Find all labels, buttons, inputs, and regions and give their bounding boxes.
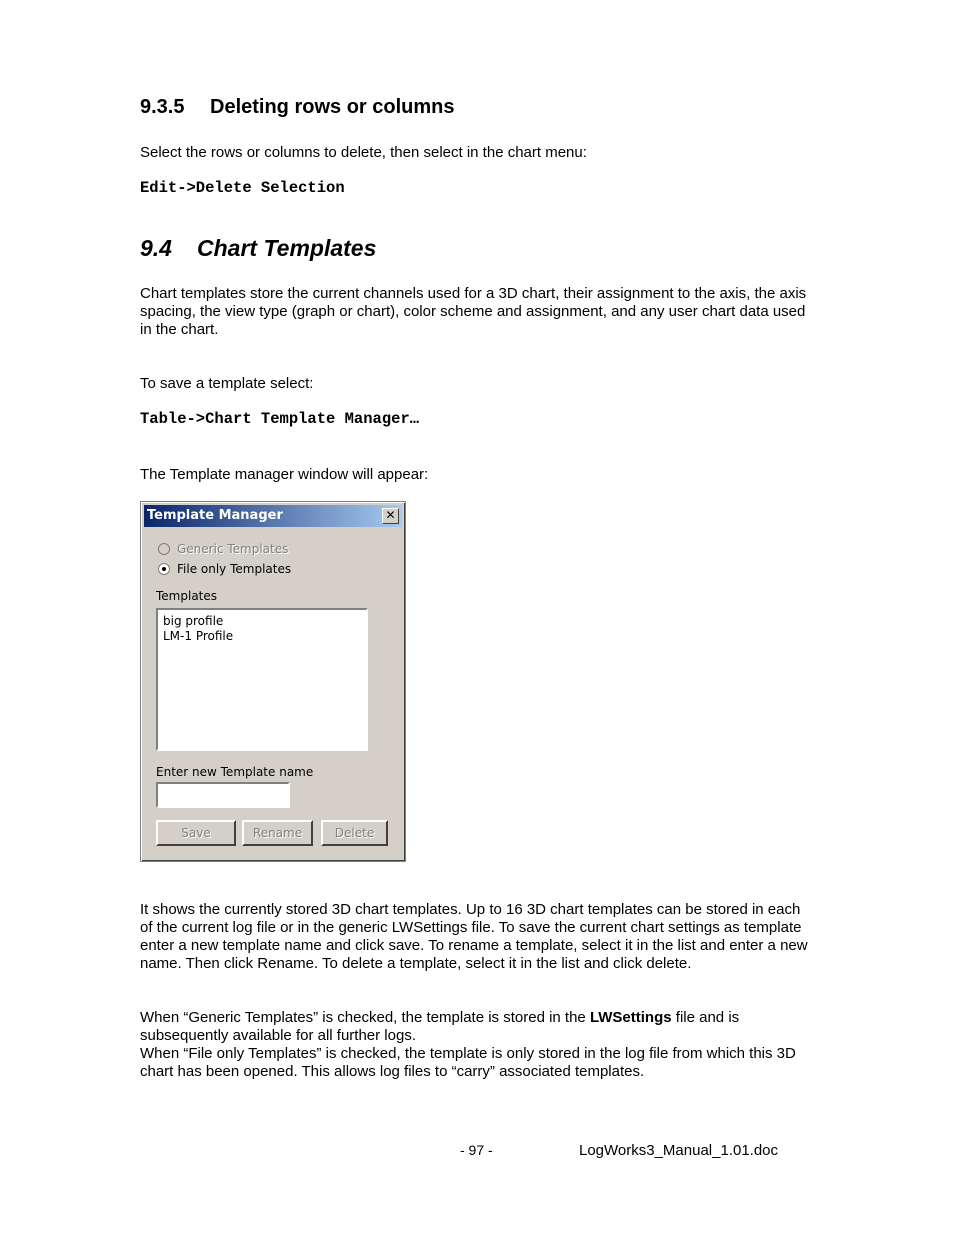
section-number: 9.4	[140, 235, 172, 261]
paragraph-generic-templates	[140, 1009, 812, 1045]
radio-file-only-label: File only Templates	[177, 562, 292, 576]
dialog-titlebar	[144, 505, 402, 527]
radio-file-only-templates[interactable]	[158, 563, 170, 575]
new-name-label: Enter new Template name	[156, 765, 314, 779]
generic-text-start: When “Generic Templates” is checked, the template is stored in the	[140, 1009, 590, 1026]
dialog-title: Template Manager	[147, 508, 283, 523]
section-title: Chart Templates	[197, 235, 377, 261]
page-number: - 97 -	[460, 1142, 493, 1158]
paragraph-chart-templates: Chart templates store the current channels used for a 3D chart, their assignment to the axis, the axis spacing, the view type (graph or chart), color scheme and assignment, and any user chart data used in the chart.	[140, 285, 807, 338]
section-title: Deleting rows or columns	[210, 96, 455, 118]
paragraph-save-template: To save a template select:	[140, 375, 314, 392]
save-button[interactable]: Save	[156, 820, 236, 846]
radio-selected-dot	[162, 567, 166, 571]
generic-text-end: file and is subsequently available for all further logs.	[140, 1009, 740, 1044]
radio-generic-label: Generic Templates	[177, 542, 289, 556]
code-template-manager: Table->Chart Template Manager…	[140, 410, 420, 428]
lwsettings-bold: LWSettings	[589, 1009, 672, 1026]
delete-button[interactable]: Delete	[321, 820, 388, 846]
templates-listbox[interactable]	[156, 608, 368, 751]
list-item[interactable]: LM-1 Profile	[163, 629, 234, 643]
template-name-input[interactable]	[156, 782, 290, 808]
rename-button[interactable]: Rename	[242, 820, 313, 846]
list-item[interactable]: big profile	[163, 614, 224, 628]
paragraph-file-only-templates: When “File only Templates” is checked, the template is only stored in the log file from which this 3D chart has been opened. This allows log files to “carry” associated templates.	[140, 1045, 796, 1080]
template-manager-dialog	[140, 501, 406, 862]
section-heading-9-4	[140, 235, 376, 262]
section-number: 9.3.5	[140, 96, 185, 118]
section-heading-9-3-5	[140, 96, 454, 119]
paragraph-delete: Select the rows or columns to delete, then select in the chart menu:	[140, 144, 587, 161]
code-delete-selection: Edit->Delete Selection	[140, 179, 345, 197]
paragraph-window-appear: The Template manager window will appear:	[140, 466, 429, 483]
templates-label: Templates	[156, 589, 218, 603]
close-icon[interactable]: ✕	[382, 508, 399, 524]
radio-generic-templates[interactable]	[158, 543, 170, 555]
paragraph-shows-templates: It shows the currently stored 3D chart templates. Up to 16 3D chart templates can be stored in each of the current log file or in the generic LWSettings file. To save the current chart settings as template enter a new template name and click save. To rename a template, select it in the list and enter a new name. Then click Rename. To delete a template, select it in the list and click delete.	[140, 901, 808, 972]
document-filename: LogWorks3_Manual_1.01.doc	[579, 1142, 779, 1159]
